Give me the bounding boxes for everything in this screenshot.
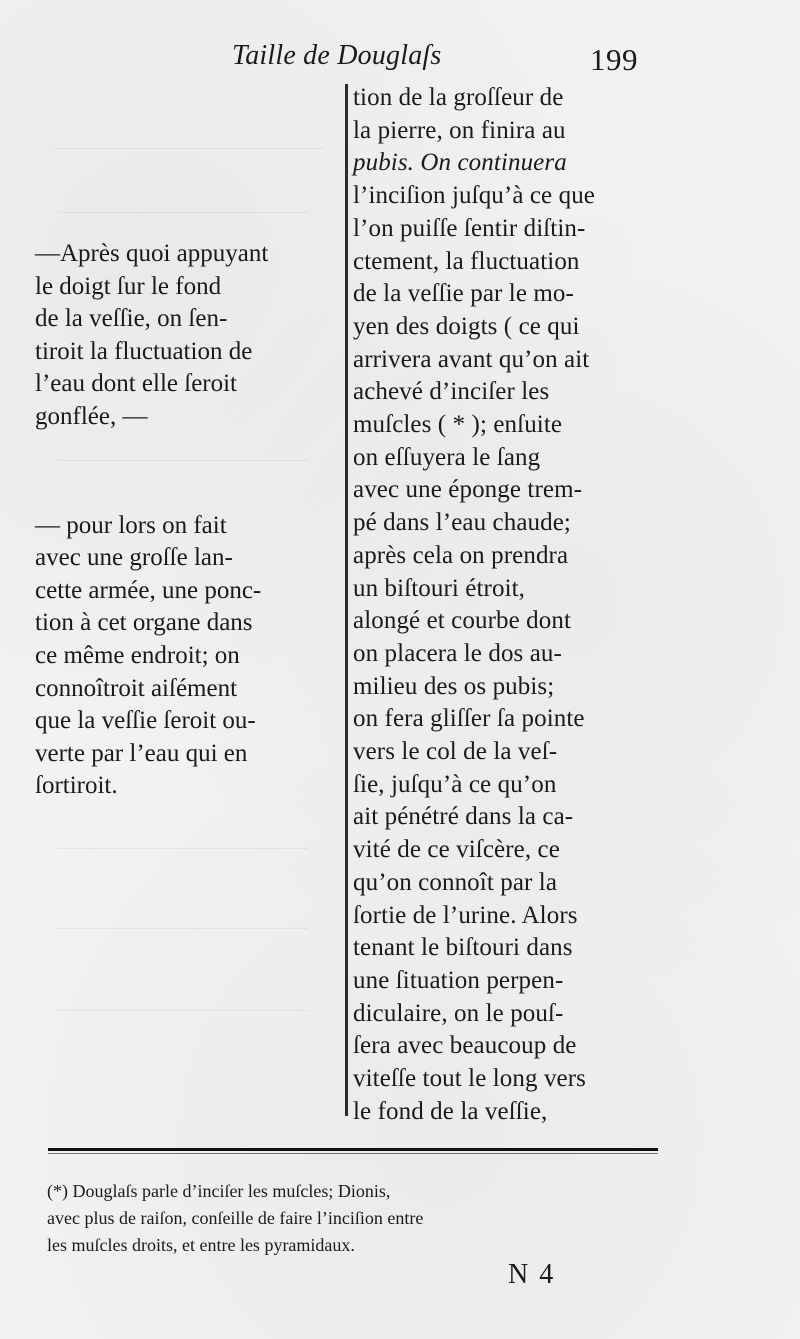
left-text-line: tiroit la fluctuation de [35,337,253,365]
left-paragraph-2 [35,510,337,803]
left-text-line: gonflée, — [35,402,148,430]
main-text-line: ſera avec beaucoup de [353,1032,577,1060]
main-text-line: pé dans l’eau chaude; [353,509,571,537]
main-text-line: un biſtouri étroit, [353,574,526,602]
main-text-line: yen des doigts ( ce qui [353,312,580,340]
column-divider [345,84,348,1116]
left-text-line: —Après quoi appuyant [35,240,269,267]
page-number: 199 [590,42,638,77]
main-text-line: la pierre, on finira au [353,116,566,144]
left-text-line: ſortiroit. [35,772,118,800]
left-text-line: tion à cet organe dans [35,609,253,637]
footnote-line: (*) Douglaſs parle d’inciſer les muſcles; Dionis, [47,1181,391,1201]
main-text-line: ctement, la fluctuation [353,247,580,275]
main-text-line: on eſſuyera le ſang [353,443,541,471]
main-text-line: muſcles ( * ); enſuite [353,411,563,439]
running-title: Taille de Douglaſs [232,40,442,71]
main-text-line: l’inciſion juſqu’à ce que [353,182,596,210]
main-text-column [353,82,660,1129]
main-text-line: tion de la groſſeur de [353,84,564,111]
main-text-line: après cela on prendra [353,541,569,569]
left-text-line: le doigt ſur le fond [35,272,222,300]
main-text-line: tenant le biſtouri dans [353,934,573,962]
left-text-line: ce même endroit; on [35,641,240,669]
main-text-line: ſie, juſqu’à ce qu’on [353,770,557,798]
footnote [47,1178,667,1259]
main-text-line: milieu des os pubis; [353,672,555,700]
main-text-line: vers le col de la veſ- [353,738,558,766]
main-text-line: de la veſſie par le mo- [353,280,574,308]
left-text-line: cette armée, une ponc- [35,576,262,604]
left-text-line: — pour lors on fait [35,511,227,539]
left-text-line: que la veſſie ſeroit ou- [35,707,256,735]
left-text-line: verte par l’eau qui en [35,739,248,767]
main-text-line: le fond de la veſſie, [353,1097,548,1125]
main-text-line: ſortie de l’urine. Alors [353,901,578,929]
left-text-line: avec une groſſe lan- [35,544,233,572]
footnote-rule [48,1148,658,1151]
main-text-line: on fera gliſſer ſa pointe [353,705,585,733]
footnote-line: avec plus de raiſon, conſeille de faire l’inciſion entre [47,1208,424,1228]
signature-mark: N 4 [508,1259,556,1290]
left-paragraph-1 [35,238,337,434]
main-text-line: qu’on connoît par la [353,868,558,896]
footnote-line: les muſcles droits, et entre les pyramidaux. [47,1235,355,1255]
left-margin-column [35,238,337,803]
left-text-line: connoîtroit aiſément [35,674,238,702]
main-text-line: arrivera avant qu’on ait [353,345,590,373]
main-text-line: ait pénétré dans la ca- [353,803,574,831]
main-text-line: l’on puiſſe ſentir diſtin- [353,214,586,242]
main-text-line: on placera le dos au- [353,639,562,667]
main-text-line: alongé et courbe dont [353,607,571,635]
main-text-line: viteſſe tout le long vers [353,1065,587,1093]
main-text-line: pubis. On continuera [353,149,567,177]
left-text-line: l’eau dont elle ſeroit [35,370,238,398]
main-text-line: achevé d’inciſer les [353,378,550,406]
main-text-line: avec une éponge trem- [353,476,583,504]
main-text-line: vité de ce viſcère, ce [353,836,560,864]
main-text-line: diculaire, on le pouſ- [353,999,564,1027]
main-text-line: une ſituation perpen- [353,966,564,994]
left-text-line: de la veſſie, on ſen- [35,305,228,333]
footnote-rule-shadow [48,1153,658,1154]
